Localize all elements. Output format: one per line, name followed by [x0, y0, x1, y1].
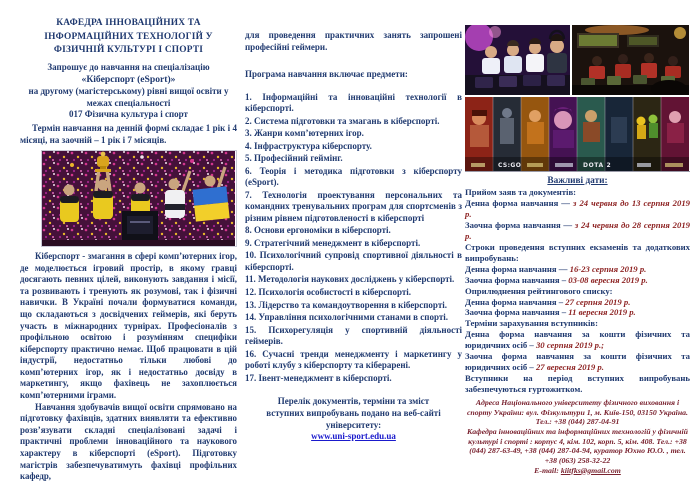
date-row — [465, 329, 690, 351]
documents-note: Перелік документів, терміни та зміст вступних випробувань подано на веб-сайті університету: — [266, 396, 441, 430]
subject-item: Система підготовки та змагань в кіберспорті. — [254, 115, 440, 126]
esports-collage — [465, 25, 690, 172]
subject-item: Жанри комп’ютерних ігор. — [254, 128, 364, 139]
game-logo-mark — [637, 163, 651, 167]
right-column — [465, 25, 690, 475]
date-row-label: Заочна форма навчання за кошти фізичних та юридичних осіб – — [465, 351, 690, 373]
date-row — [465, 264, 690, 275]
email-line — [465, 466, 690, 475]
subjects-list — [245, 92, 462, 384]
ukrainian-flag — [193, 186, 230, 221]
date-row-value: 27 серпня 2019 р. — [565, 296, 631, 307]
specialty-code: 017 Фізична культура і спорт — [69, 109, 188, 120]
date-row-value: 27 вересня 2019 р. — [535, 362, 604, 373]
subject-item: Сучасні тренди менеджменту і маркетингу у роботі клубу з кіберспорту та кіберарені. — [245, 348, 462, 371]
csgo-logo: CS:GO — [498, 162, 522, 169]
gamers-intro-text: для проведення практичних занять запрошені професійні геймери. — [245, 30, 462, 52]
esports-arena-photo-right — [572, 25, 689, 98]
team-celebration-photo — [41, 150, 237, 247]
date-row-value: з 24 червня до 13 серпня 2019 р. — [465, 197, 691, 219]
date-row-label: Денна форма навчання — — [465, 263, 568, 274]
date-row — [465, 275, 690, 286]
date-row — [465, 351, 690, 373]
subject-item: Інформаційні та інноваційні технології в кіберспорті. — [245, 91, 463, 114]
section-heading-applications: Прийом заяв та документів: — [465, 187, 577, 197]
game-characters-collage — [465, 97, 689, 171]
date-row-value: 30 серпня 2019 р.; — [535, 340, 605, 351]
game-logo-mark — [471, 163, 485, 167]
contact-address-block — [465, 398, 690, 475]
university-website-link[interactable]: www.uni-sport.edu.ua — [311, 431, 396, 442]
date-row-label: Заочна форма навчання – — [465, 274, 567, 285]
date-row-value: з 24 червня до 28 серпня 2019 р. — [465, 219, 691, 241]
game-logo-mark — [527, 163, 543, 167]
date-row-label: Денна форма навчання – — [465, 296, 564, 307]
crowd-silhouette — [42, 240, 235, 246]
dota2-logo: DOTA 2 — [583, 162, 612, 169]
section-heading-rating: Оприлюднення рейтингового списку: — [465, 285, 613, 296]
invite-line-3: на другому (магістерському) рівні вищої освіти у межах спеціальності — [28, 86, 229, 108]
subject-item: Психорегуляція у спортивній діяльності геймерів. — [245, 324, 463, 347]
subject-item: Психологічний супровід спортивної діяльності в кіберспорті. — [245, 250, 462, 272]
subject-item: Інфраструктура кіберспорту. — [254, 140, 372, 151]
date-row-label: Денна форма навчання за кошти фізичних та юридичних осіб – — [465, 329, 690, 351]
subject-item: Психологія особистості в кіберспорті. — [258, 287, 412, 297]
date-row-label: Денна форма навчання — — [465, 197, 570, 208]
subject-item: Івент-менеджмент в кіберспорті. — [258, 372, 392, 383]
subject-item: Методологія наукових досліджень у кіберспорті. — [258, 274, 455, 285]
section-heading-exams: Строки проведення вступних екзаменів та додаткових випробувань: — [465, 241, 690, 263]
email-label: E-mail: — [534, 465, 559, 475]
date-row — [465, 307, 690, 318]
date-row-label: Заочна форма навчання – — [465, 307, 567, 318]
subject-item: Основи ергономіки в кіберспорті. — [254, 225, 391, 236]
date-row-value: 03-08 вересня 2019 р. — [568, 274, 648, 285]
invite-line-1: Запрошує до навчання на спеціалізацію — [47, 61, 210, 72]
university-address: Адреса Національного університету фізичного виховання і спорту України: вул. Фізкультури 1, м. Київ-150, 03150 Україна. Тел.: +38 (044) 287-04-91 — [466, 398, 689, 427]
hostel-note: Вступники на період вступних випробувань забезпечуються гуртожитком. — [465, 373, 690, 395]
date-row — [465, 220, 690, 242]
left-column — [20, 17, 237, 483]
date-row-label: Заочна форма навчання — — [465, 219, 573, 230]
section-heading-enrollment: Терміни зарахування вступників: — [465, 318, 598, 329]
date-row — [465, 297, 690, 308]
subject-item: Технологія проектування персональних та командних тренувальних програм для спортсменів з різним рівнем підготовленості в кіберспорті — [245, 189, 463, 223]
study-duration-note: Термін навчання на денній формі складає 1 рік і 4 місяці, на заочній – 1 рік і 7 місяців. — [20, 123, 237, 145]
middle-column — [245, 30, 462, 441]
department-address: Кафедра інноваційних та інформаційних технологій у фізичній культурі і спорті : корпус 4, кім. 102, корп. 5, кім. 408. Тел.: +38 (044) 287-63-49, +38 (044) 287-04-94, куратор Юхно Ю.О. , тел. +38 (063) 258-32-22 — [467, 427, 688, 466]
invitation-text — [20, 62, 237, 121]
game-logo-mark — [665, 163, 683, 167]
specialization-name: «Кіберспорт (eSport)» — [81, 73, 176, 85]
subject-item: Теорія і методика підготовки з кіберспорту (eSport). — [245, 165, 462, 188]
education-goal-paragraph: Навчання здобувачів вищої освіти спрямовано на підготовку фахівців, здатних виявляти та ефективно розв’язувати складні спеціалізовані задачі і практичні проблеми інноваційного та наукового характеру в кіберспорті (eSport). Підготовку магістрів забезпечуватимуть фахівці профільних кафедр, — [20, 401, 237, 482]
email-link[interactable]: kiitfks@gmail.com — [560, 465, 621, 475]
subject-item: Лідерство та командоутворення в кіберспорті. — [258, 299, 447, 310]
esports-description-paragraph: Кіберспорт - змагання в сфері комп’ютерних ігор, де моделюється ігровий простір, в якому гравці досягають певних цілей, виконують завдання і місії, та розвивають і тренують як розумові, так і фізичні навички. В Україні почали формуватися команди, що складаються з досвідчених геймерів, які беруть участь в міжнародних турнірах. Професіоналів з профільною освітою і розумінням специфіки кіберспорту практично немає. Щоб працювати в цій індустрії, недостатньо тільки любові до комп’ютерних ігор, як і недостатньо досвіду в маркетингу, якщо фахівець не захоплюється комп’ютерними іграми. — [20, 251, 237, 401]
program-heading: Програма навчання включає предмети: — [245, 68, 408, 79]
date-row — [465, 198, 690, 220]
subject-item: Управління психологічними станами в спорті. — [258, 312, 449, 323]
subject-item: Професійний геймінг. — [254, 153, 343, 164]
game-logo-mark — [555, 163, 573, 167]
page-title: КАФЕДРА ІННОВАЦІЙНИХ ТА ІНФОРМАЦІЙНИХ ТЕХНОЛОГІЙ У ФІЗИЧНІЙ КУЛЬТУРІ І СПОРТІ — [44, 18, 213, 56]
esports-event-photo-left — [465, 25, 570, 95]
important-dates-title: Важливі дати: — [547, 176, 608, 186]
subject-item: Стратегічний менеджмент в кіберспорті. — [254, 237, 421, 248]
date-row-value: 11 вересня 2019 р. — [568, 307, 636, 318]
date-row-value: 16-23 серпня 2019 р. — [569, 263, 647, 274]
